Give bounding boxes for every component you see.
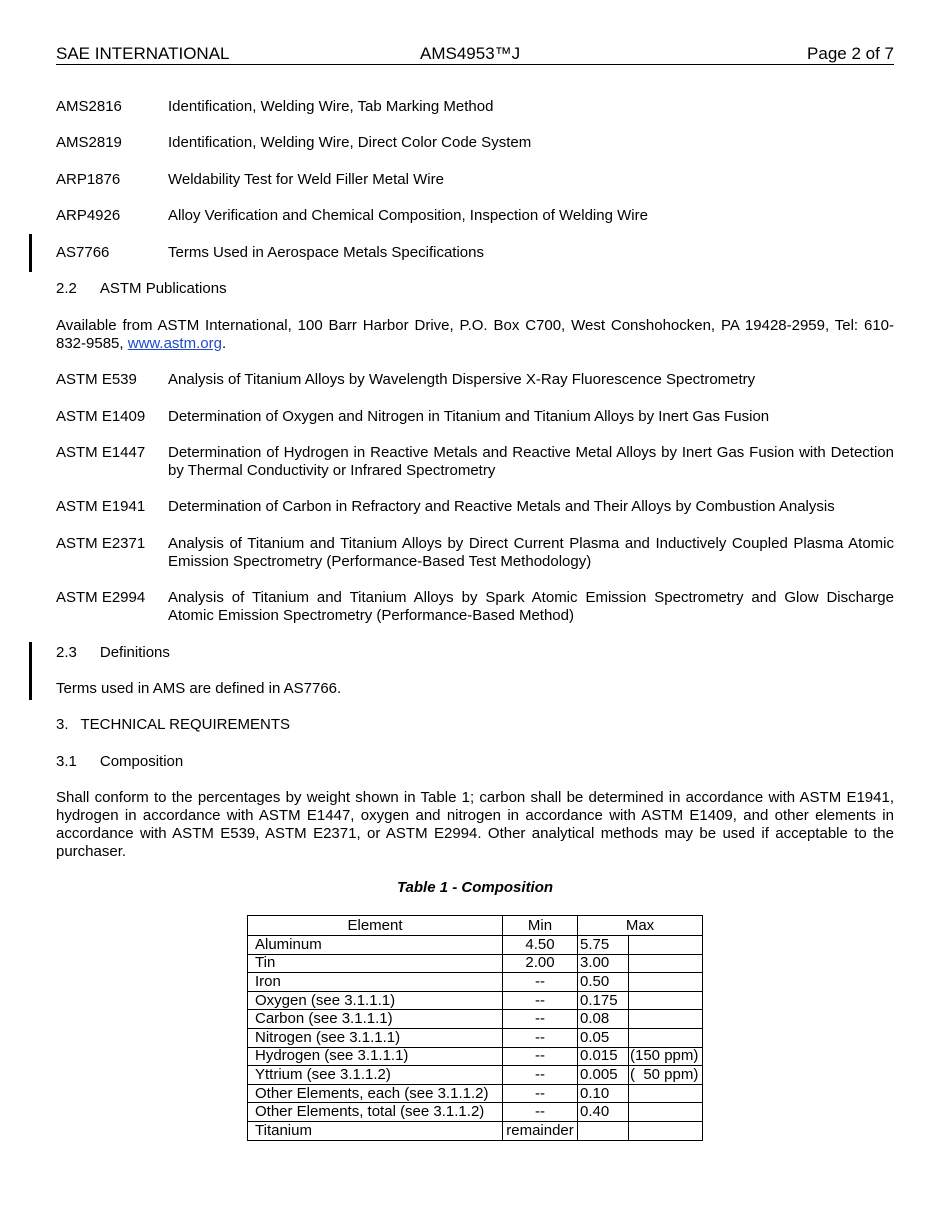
table-row xyxy=(248,936,703,955)
section-2-2-heading xyxy=(56,280,227,298)
min-cell: -- xyxy=(503,973,578,992)
reference-item xyxy=(56,408,894,426)
header-doc-id: AMS4953™J xyxy=(420,44,521,63)
change-bar xyxy=(29,642,32,700)
table-row xyxy=(248,991,703,1010)
table-row xyxy=(248,1084,703,1103)
max-cell: 0.10 xyxy=(578,1084,629,1103)
ppm-cell xyxy=(629,973,703,992)
max-cell: 5.75 xyxy=(578,936,629,955)
header-org: SAE INTERNATIONAL xyxy=(56,44,230,63)
min-cell: -- xyxy=(503,1066,578,1085)
ppm-cell xyxy=(629,954,703,973)
max-cell: 0.175 xyxy=(578,991,629,1010)
ppm-cell xyxy=(629,1103,703,1122)
reference-description: Analysis of Titanium and Titanium Alloys by Spark Atomic Emission Spectrometry and Glow Discharge Atomic Emission Spectrometry (Performance-Based Method) xyxy=(168,589,894,624)
table-row xyxy=(248,1103,703,1122)
element-cell: Iron xyxy=(248,973,503,992)
reference-code: ASTM E2371 xyxy=(56,535,146,552)
min-cell: -- xyxy=(503,991,578,1010)
section-3-1-heading xyxy=(56,753,183,771)
reference-description: Weldability Test for Weld Filler Metal Wire xyxy=(168,171,444,188)
table-row xyxy=(248,954,703,973)
table-row xyxy=(248,973,703,992)
section-title: TECHNICAL REQUIREMENTS xyxy=(80,716,290,733)
reference-description: Alloy Verification and Chemical Composition, Inspection of Welding Wire xyxy=(168,207,648,224)
ppm-cell: (150 ppm) xyxy=(629,1047,703,1066)
min-cell: 4.50 xyxy=(503,936,578,955)
max-cell: 0.015 xyxy=(578,1047,629,1066)
element-cell: Carbon (see 3.1.1.1) xyxy=(248,1010,503,1029)
reference-description: Analysis of Titanium Alloys by Wavelength Dispersive X-Ray Fluorescence Spectrometry xyxy=(168,371,756,388)
ppm-cell xyxy=(629,1084,703,1103)
min-cell: 2.00 xyxy=(503,954,578,973)
reference-code: ARP4926 xyxy=(56,207,121,224)
element-cell: Oxygen (see 3.1.1.1) xyxy=(248,991,503,1010)
element-cell: Tin xyxy=(248,954,503,973)
reference-item xyxy=(56,535,894,571)
page-header xyxy=(56,44,894,65)
min-cell: remainder xyxy=(503,1121,578,1140)
reference-description: Determination of Carbon in Refractory and Reactive Metals and Their Alloys by Combustion Analysis xyxy=(168,498,835,515)
ppm-cell xyxy=(629,1028,703,1047)
definitions-paragraph: Terms used in AMS are defined in AS7766. xyxy=(56,680,342,697)
header-element: Element xyxy=(248,916,503,936)
reference-item xyxy=(56,498,894,516)
ppm-cell xyxy=(629,936,703,955)
section-title: ASTM Publications xyxy=(99,280,227,297)
element-cell: Aluminum xyxy=(248,936,503,955)
element-cell: Titanium xyxy=(248,1121,503,1140)
reference-code: AS7766 xyxy=(56,244,110,261)
table-row xyxy=(248,1010,703,1029)
reference-item xyxy=(56,371,894,389)
ppm-cell xyxy=(629,1010,703,1029)
reference-code: AMS2819 xyxy=(56,134,122,151)
header-page-number: Page 2 of 7 xyxy=(807,44,894,63)
reference-description: Determination of Oxygen and Nitrogen in Titanium and Titanium Alloys by Inert Gas Fusion xyxy=(168,408,770,425)
reference-code: ASTM E1447 xyxy=(56,444,146,461)
section-2-3-heading xyxy=(56,644,170,662)
section-number: 3. xyxy=(56,716,69,733)
max-cell xyxy=(578,1121,629,1140)
min-cell: -- xyxy=(503,1084,578,1103)
reference-item xyxy=(56,171,894,189)
table-row xyxy=(248,1028,703,1047)
reference-item xyxy=(56,244,894,262)
element-cell: Other Elements, total (see 3.1.1.2) xyxy=(248,1103,503,1122)
min-cell: -- xyxy=(503,1047,578,1066)
reference-item xyxy=(56,207,894,225)
ppm-cell xyxy=(629,991,703,1010)
min-cell: -- xyxy=(503,1010,578,1029)
header-min: Min xyxy=(503,916,578,936)
max-cell: 0.08 xyxy=(578,1010,629,1029)
reference-code: ASTM E1409 xyxy=(56,408,146,425)
reference-code: ASTM E1941 xyxy=(56,498,146,515)
table-row xyxy=(248,1047,703,1066)
reference-code: ASTM E539 xyxy=(56,371,137,388)
section-number: 3.1 xyxy=(56,753,77,770)
astm-availability-paragraph xyxy=(56,317,894,353)
element-cell: Yttrium (see 3.1.1.2) xyxy=(248,1066,503,1085)
min-cell: -- xyxy=(503,1028,578,1047)
element-cell: Other Elements, each (see 3.1.1.2) xyxy=(248,1084,503,1103)
reference-item xyxy=(56,589,894,625)
astm-website-link[interactable]: www.astm.org xyxy=(127,335,222,352)
reference-code: AMS2816 xyxy=(56,98,122,115)
section-number: 2.3 xyxy=(56,644,77,661)
reference-item xyxy=(56,98,894,116)
astm-availability-text: Available from ASTM International, 100 Barr Harbor Drive, P.O. Box C700, West Conshohocken, PA 19428-2959, Tel: 610-832-9585, xyxy=(56,317,894,352)
reference-item xyxy=(56,134,894,152)
max-cell: 0.50 xyxy=(578,973,629,992)
reference-code: ASTM E2994 xyxy=(56,589,146,606)
table-caption: Table 1 - Composition xyxy=(396,879,554,896)
astm-availability-end: . xyxy=(221,335,227,352)
header-max: Max xyxy=(578,916,703,936)
min-cell: -- xyxy=(503,1103,578,1122)
section-3-heading xyxy=(56,716,290,734)
max-cell: 0.05 xyxy=(578,1028,629,1047)
table-header-row xyxy=(248,916,703,936)
max-cell: 3.00 xyxy=(578,954,629,973)
section-title: Definitions xyxy=(99,644,170,661)
composition-table xyxy=(247,915,703,1141)
reference-description: Terms Used in Aerospace Metals Specifications xyxy=(168,244,484,261)
table-row xyxy=(248,1121,703,1140)
table-row xyxy=(248,1066,703,1085)
max-cell: 0.40 xyxy=(578,1103,629,1122)
max-cell: 0.005 xyxy=(578,1066,629,1085)
reference-description: Analysis of Titanium and Titanium Alloys by Direct Current Plasma and Inductively Coupled Plasma Atomic Emission Spectrometry (Performance-Based Test Methodology) xyxy=(168,535,894,570)
reference-item xyxy=(56,444,894,480)
change-bar xyxy=(29,234,32,272)
composition-paragraph: Shall conform to the percentages by weight shown in Table 1; carbon shall be determined in accordance with ASTM E1941, hydrogen in accordance with ASTM E1447, oxygen and nitrogen in accordance with ASTM E1409, and other elements in accordance with ASTM E539, ASTM E2371, or ASTM E2994. Other analytical methods may be used if acceptable to the purchaser. xyxy=(56,789,894,860)
reference-description: Determination of Hydrogen in Reactive Metals and Reactive Metal Alloys by Inert Gas Fusion with Detection by Thermal Conductivity or Infrared Spectrometry xyxy=(168,444,894,479)
element-cell: Hydrogen (see 3.1.1.1) xyxy=(248,1047,503,1066)
element-cell: Nitrogen (see 3.1.1.1) xyxy=(248,1028,503,1047)
section-title: Composition xyxy=(99,753,184,770)
ppm-cell: ( 50 ppm) xyxy=(629,1066,703,1085)
reference-code: ARP1876 xyxy=(56,171,121,188)
section-number: 2.2 xyxy=(56,280,77,297)
ppm-cell xyxy=(629,1121,703,1140)
reference-description: Identification, Welding Wire, Direct Color Code System xyxy=(168,134,532,151)
reference-description: Identification, Welding Wire, Tab Marking Method xyxy=(168,98,494,115)
